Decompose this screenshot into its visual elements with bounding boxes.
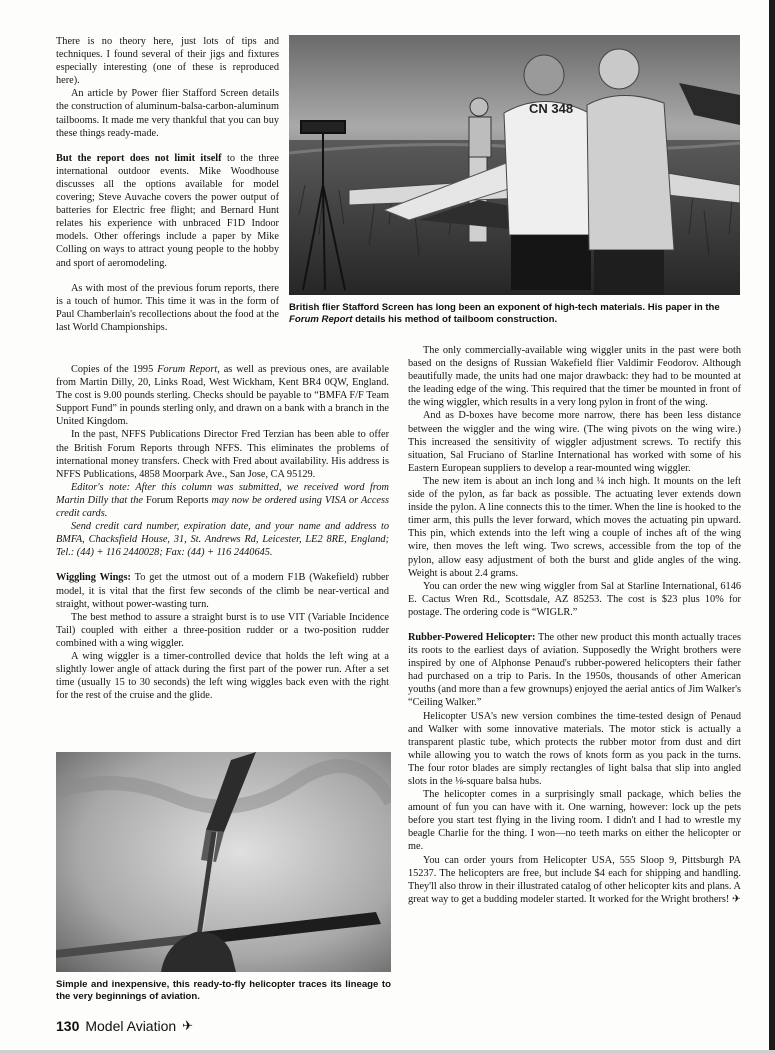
right-column xyxy=(408,344,741,906)
page-bottom-edge xyxy=(0,1050,775,1054)
jacket-number: CN 348 xyxy=(529,101,574,116)
paragraph-text: Copies of the 1995 xyxy=(71,364,158,375)
photo-caption-bottom: Simple and inexpensive, this ready-to-fly helicopter traces its lineage to the very beginnings of aviation. xyxy=(56,979,391,1002)
paragraph-text: as well as previous ones, are available from Martin Dilly, 20, Links Road, West Wickham, Kent BR4 0QW, England. The cost is 9.00 pounds sterling. Checks should be payable to “BMFA F/F Team Support Fund” in pounds sterling only, and drawn on a bank with a branch in the United Kingdom. xyxy=(56,364,390,428)
paragraph: The best method to assure a straight burst is to use VIT (Variable Incidence Tail) coupled with either a three-position rudder or a two-position rudder combined with a wing wiggler. xyxy=(56,611,389,649)
paragraph: A wing wiggler is a timer-controlled device that holds the left wing at a slightly lower angle of attack during the first part of the power run. After a set time (usually 15 to 30 seconds) the left wing wiggles back even with the right for the rest of the cruise and the glide. xyxy=(56,650,389,702)
paragraph xyxy=(56,363,389,428)
left-column-middle xyxy=(56,363,389,702)
paragraph: As with most of the previous forum reports, there is a touch of humor. This time it was in the form of Paul Chamberlain's recollections about the food at the last World Championships. xyxy=(56,282,279,333)
photo-image xyxy=(56,752,391,972)
paragraph: The helicopter comes in a surprisingly small package, which belies the amount of fun you can have with it. One warning, however: lock up the pets before you start test flying in the living room. I didn't and I had to wrestle my beagle Charlie for the thing. I won—no teeth marks on either the helicopter or me. xyxy=(408,789,741,853)
paragraph: And as D-boxes have become more narrow, there has been less distance between the wiggler and the wing wire. (The wing pivots on the wing wire.) This increased the sensitivity of wiggler adjustment screws. To rectify this situation, Sal Fruciano of Starline International has worked with some of his Eastern European suppliers to develop a rear-mounted wing wiggler. xyxy=(408,410,741,474)
paragraph: An article by Power flier Stafford Screen details the construction of aluminum-balsa-carbon-aluminum tailbooms. It made me very thankful that you can buy these things ready-made. xyxy=(56,88,279,139)
paragraph: There is no theory here, just lots of tips and techniques. I found several of their jigs and fixtures especially interesting (one of these is reproduced here). xyxy=(56,36,279,87)
run-in-head: But the report does not limit itself xyxy=(56,152,222,164)
page-footer xyxy=(56,1018,193,1034)
paragraph-body: The other new product this month actually traces its roots to the earliest days of aviation. Supposedly the Wright brothers were inspired by one of Alphonse Penaud's rubber-powered helicopters their father had purchased on a trip to Paris. In the 1950s, thousands of other American youths (and more than a few grownups) enjoyed the aerial antics of Jim Walker's “Ceiling Walker.” xyxy=(408,631,741,709)
caption-italic: Forum Report xyxy=(289,314,353,325)
photo-image xyxy=(289,35,740,295)
paragraph-text: Editor's note: After this column was submitted, we received word from Martin Dilly that the xyxy=(56,481,389,506)
paragraph xyxy=(56,571,389,610)
photo-helicopter xyxy=(56,752,391,972)
paragraph: In the past, NFFS Publications Director Fred Terzian has been able to offer the British Forum Reports through NFFS. This eliminates the problems of international money transfers. Check with Fred about availability. His address is NFFS Publications, 4858 Moorpark Ave., San Jose, CA 95129. xyxy=(56,429,389,480)
paragraph xyxy=(56,152,279,270)
photo-stafford-screen xyxy=(289,35,740,295)
paragraph-body: To get the utmost out of a modern F1B (Wakefield) rubber model, it is vital that the first few seconds of the climb be near-vertical and straight, without power-wasting turn. xyxy=(56,572,389,610)
paragraph: Helicopter USA's new version combines the time-tested design of Penaud and Walker with some innovative materials. The motor stick is actually a transparent plastic tube, which protects the rubber motor from dust and dirt while allowing you to watch the rows of knots form as you pack in the turns. The four rotor blades are simply rectangles of light balsa that slip into angled slots in the ⅛-square balsa hubs. xyxy=(408,710,741,787)
caption-text: details his method of tailboom construction. xyxy=(352,314,558,325)
page-number: 130 xyxy=(56,1018,80,1034)
paragraph-italic: Forum Report, xyxy=(157,364,220,375)
editor-note xyxy=(56,481,389,520)
paragraph xyxy=(408,854,741,906)
paragraph-text: Forum Reports xyxy=(145,494,209,506)
paragraph: The only commercially-available wing wiggler units in the past were both based on the designs of Russian Wakefield flier Valdimir Feodorov. Although beautifully made, the units had one major drawback: they had to be mounted at the leading edge of the wing. This required that the timer be mounted in front of the wing wiggler, which results in a very long pylon in front of the wing. xyxy=(408,345,741,409)
left-column-top xyxy=(56,35,279,334)
editor-note-address: Send credit card number, expiration date, and your name and address to BMFA, Chacksfield House, 31, St. Andrews Rd, Leicester, LE2 8RE, England; Tel.: (44) + 116 2440028; Fax: (44) + 116 2440645. xyxy=(56,521,389,559)
run-in-head: Wiggling Wings: xyxy=(56,572,131,584)
airplane-icon: ✈ xyxy=(182,1018,194,1033)
paragraph-text: You can order yours from Helicopter USA, 555 Sloop 9, Pittsburgh PA 15237. The helicopters are free, but include $4 each for shipping and handling. They'll also throw in their illustrated catalog of other helicopter kits and plans. A great way to get a budding modeler started. It worked for the Wright brothers! xyxy=(408,854,741,905)
paragraph-body: to the three international outdoor events. Mike Woodhouse discusses all the options available for model covering; Steve Auvache covers the power output of batteries for Electric free flight; and Bernard Hunt relates his experience with unbraced F1D Indoor models. Other offerings include a paper by Mike Colling on ways to attract young people to the hobby and sport of aeromodeling. xyxy=(56,152,279,269)
page-edge xyxy=(769,0,775,1054)
end-mark-icon: ✈ xyxy=(731,893,741,905)
photo-caption-top xyxy=(289,302,740,326)
run-in-head: Rubber-Powered Helicopter: xyxy=(408,631,536,643)
paragraph: You can order the new wing wiggler from Sal at Starline International, 6146 E. Cactus Wren Rd., Scottsdale, AZ 85253. The cost is $23 plus 10% for postage. The ordering code is “WIGLR.” xyxy=(408,580,741,618)
paragraph-text: may now be ordered using VISA or Access credit cards. xyxy=(56,494,389,520)
paragraph: The new item is about an inch long and ¼ inch high. It mounts on the left side of the pylon, as far back as possible. The actuating lever extends down inside the pylon. A line connects this to the timer. When the line is hooked to the timer arm, this pulls the lever forward, which moves the actuating pin upward. This pin, which extends into the left wing a couple of inches aft of the wing wire, then moves the left wing. Two screws, accessible from the top of the pylon, allow easy adjustment of both the burst and glide angles of the wing. Weight is about 2.4 grams. xyxy=(408,475,741,579)
paragraph xyxy=(408,631,741,710)
magazine-name: Model Aviation xyxy=(85,1018,177,1034)
caption-text: British flier Stafford Screen has long been an exponent of high-tech materials. His paper in the xyxy=(289,302,720,313)
